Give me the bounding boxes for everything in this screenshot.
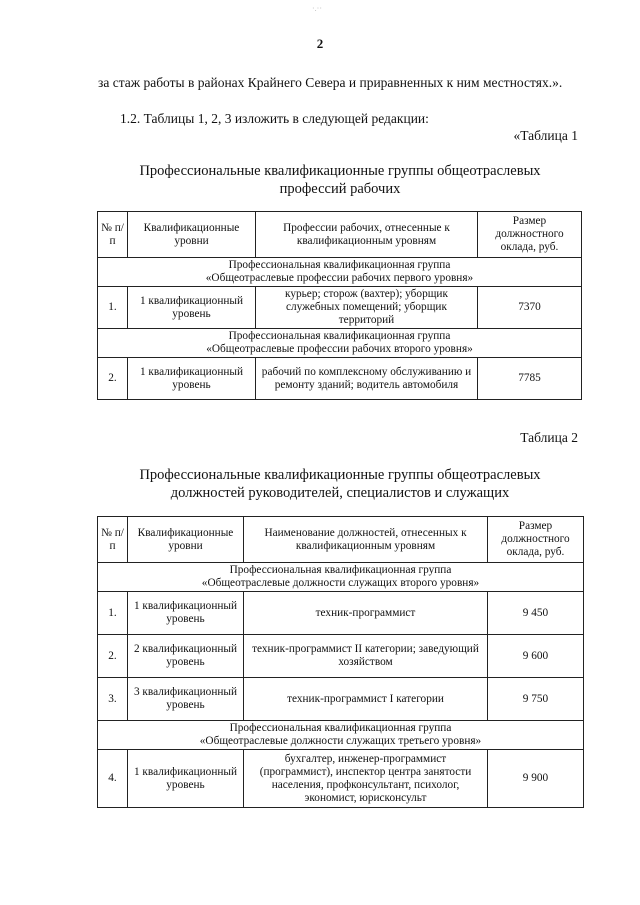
- row-salary: 7370: [478, 287, 582, 329]
- row-level: 2 квалификационный уровень: [128, 635, 244, 678]
- page-number: 2: [316, 36, 324, 51]
- scan-mark: ·.··: [312, 4, 322, 13]
- row-level: 1 квалификационный уровень: [128, 358, 256, 400]
- row-desc: бухгалтер, инженер-программист (программист), инспектор центра занятости населения, профконсультант, психолог, экономист, юрисконсульт: [244, 750, 488, 808]
- header-salary: Размер должностного оклада, руб.: [488, 517, 584, 563]
- header-num: № п/п: [98, 212, 128, 258]
- header-level: Квалификационные уровни: [128, 517, 244, 563]
- group-row: [98, 329, 582, 358]
- table-row: [98, 678, 584, 721]
- table-header-row: [98, 517, 584, 563]
- table2-title-line1: Профессиональные квалификационные группы общеотраслевых: [139, 467, 541, 483]
- row-num: 4.: [98, 750, 128, 808]
- table1-label: «Таблица 1: [513, 128, 578, 143]
- row-salary: 9 450: [488, 592, 584, 635]
- group-title-line1: Профессиональная квалификационная группа: [229, 564, 452, 576]
- table1-title: [98, 162, 582, 198]
- table-row: [98, 287, 582, 329]
- group-title-line1: Профессиональная квалификационная группа: [228, 259, 451, 271]
- table2: [97, 516, 584, 808]
- group-title: [98, 329, 582, 358]
- row-level: 1 квалификационный уровень: [128, 750, 244, 808]
- group-title: [98, 721, 584, 750]
- paragraph-continuation: за стаж работы в районах Крайнего Севера и приравненных к ним местностях.».: [98, 75, 563, 90]
- group-row: [98, 563, 584, 592]
- row-salary: 9 750: [488, 678, 584, 721]
- group-title-line2: «Общеотраслевые должности служащих второго уровня»: [201, 577, 480, 589]
- row-desc: курьер; сторож (вахтер); уборщик служебных помещений; уборщик территорий: [256, 287, 478, 329]
- group-title: [98, 563, 584, 592]
- header-position: Наименование должностей, отнесенных к квалификационным уровням: [244, 517, 488, 563]
- row-num: 2.: [98, 358, 128, 400]
- row-desc: техник-программист I категории: [244, 678, 488, 721]
- table1-title-line2: профессий рабочих: [279, 181, 401, 197]
- row-desc: техник-программист: [244, 592, 488, 635]
- row-salary: 9 900: [488, 750, 584, 808]
- row-desc: техник-программист II категории; заведующий хозяйством: [244, 635, 488, 678]
- table1: [97, 211, 582, 400]
- table2-label: Таблица 2: [520, 430, 578, 445]
- row-level: 1 квалификационный уровень: [128, 592, 244, 635]
- table1-title-line1: Профессиональные квалификационные группы общеотраслевых: [139, 163, 541, 179]
- row-level: 3 квалификационный уровень: [128, 678, 244, 721]
- row-desc: рабочий по комплексному обслуживанию и ремонту зданий; водитель автомобиля: [256, 358, 478, 400]
- group-row: [98, 258, 582, 287]
- table2-title: [98, 466, 582, 502]
- group-title: [98, 258, 582, 287]
- group-row: [98, 721, 584, 750]
- table-row: [98, 635, 584, 678]
- group-title-line2: «Общеотраслевые профессии рабочих первого уровня»: [205, 272, 474, 284]
- table-row: [98, 750, 584, 808]
- row-salary: 9 600: [488, 635, 584, 678]
- row-num: 1.: [98, 592, 128, 635]
- header-level: Квалификационные уровни: [128, 212, 256, 258]
- header-salary: Размер должностного оклада, руб.: [478, 212, 582, 258]
- header-profession: Профессии рабочих, отнесенные к квалификационным уровням: [256, 212, 478, 258]
- group-title-line2: «Общеотраслевые профессии рабочих второго уровня»: [206, 343, 473, 355]
- row-level: 1 квалификационный уровень: [128, 287, 256, 329]
- group-title-line2: «Общеотраслевые должности служащих третьего уровня»: [199, 735, 482, 747]
- table-header-row: [98, 212, 582, 258]
- table-row: [98, 592, 584, 635]
- row-num: 2.: [98, 635, 128, 678]
- group-title-line1: Профессиональная квалификационная группа: [229, 722, 452, 734]
- group-title-line1: Профессиональная квалификационная группа: [228, 330, 451, 342]
- row-num: 1.: [98, 287, 128, 329]
- header-num: № п/п: [98, 517, 128, 563]
- paragraph-amendment: 1.2. Таблицы 1, 2, 3 изложить в следующей редакции:: [120, 111, 429, 126]
- table2-title-line2: должностей руководителей, специалистов и служащих: [170, 485, 510, 501]
- row-num: 3.: [98, 678, 128, 721]
- row-salary: 7785: [478, 358, 582, 400]
- table-row: [98, 358, 582, 400]
